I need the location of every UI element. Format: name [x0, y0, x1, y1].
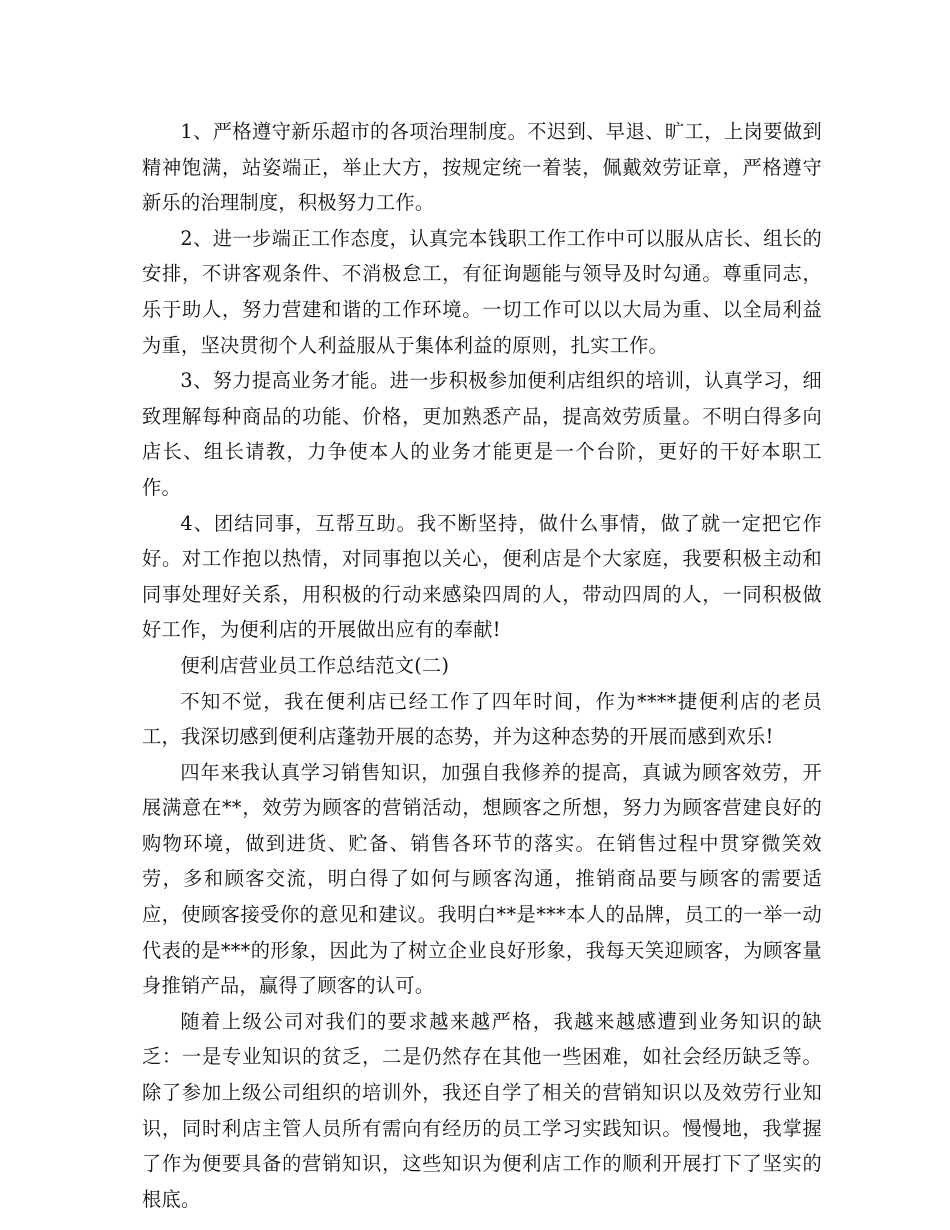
paragraph-rule-1: 1、严格遵守新乐超市的各项治理制度。不迟到、早退、旷工，上岗要做到精神饱满，站姿端正，举止大方，按规定统一着装，佩戴效劳证章，严格遵守新乐的治理制度，积极努力工作。 [142, 120, 822, 215]
paragraph-intro: 不知不觉，我在便利店已经工作了四年时间，作为****捷便利店的老员工，我深切感到便利店蓬勃开展的态势，并为这种态势的开展而感到欢乐! [142, 689, 822, 749]
section-heading: 便利店营业员工作总结范文(二) [180, 653, 450, 677]
document-body [142, 114, 822, 1217]
paragraph-four-years: 四年来我认真学习销售知识，加强自我修养的提高，真诚为顾客效劳，开展满意在**，效劳为顾客的营销活动，想顾客之所想，努力为顾客营建良好的购物环境，做到进货、贮备、销售各环节的落实。在销售过程中贯穿微笑效劳，多和顾客交流，明白得了如何与顾客沟通，推销商品要与顾客的需要适应，使顾客接受你的意见和建议。我明白**是***本人的品牌，员工的一举一动代表的是***的形象，因此为了树立企业良好形象，我每天笑迎顾客，为顾客量身推销产品，赢得了顾客的认可。 [142, 760, 822, 998]
paragraph-rule-3: 3、努力提高业务才能。进一步积极参加便利店组织的培训，认真学习，细致理解每种商品的功能、价格，更加熟悉产品，提高效劳质量。不明白得多向店长、组长请教，力争使本人的业务才能更是一个台阶，更好的干好本职工作。 [142, 369, 822, 499]
paragraph-knowledge: 随着上级公司对我们的要求越来越严格，我越来越感遭到业务知识的缺乏：一是专业知识的贫乏，二是仍然存在其他一些困难，如社会经历缺乏等。除了参加上级公司组织的培训外，我还自学了相关的营销知识以及效劳行业知识，同时利店主管人员所有需向有经历的员工学习实践知识。慢慢地，我掌握了作为便要具备的营销知识，这些知识为便利店工作的顺利开展打下了坚实的根底。 [142, 1009, 822, 1211]
paragraph-rule-4: 4、团结同事，互帮互助。我不断坚持，做什么事情，做了就一定把它作好。对工作抱以热情，对同事抱以关心，便利店是个大家庭，我要积极主动和同事处理好关系，用积极的行动来感染四周的人，带动四周的人，一同积极做好工作，为便利店的开展做出应有的奉献! [142, 511, 822, 642]
paragraph-rule-2: 2、进一步端正工作态度，认真完本钱职工作工作中可以服从店长、组长的安排，不讲客观条件、不消极怠工，有征询题能与领导及时勾通。尊重同志，乐于助人，努力营建和谐的工作环境。一切工作可以以大局为重、以全局利益为重，坚决贯彻个人利益服从于集体利益的原则，扎实工作。 [142, 226, 822, 357]
